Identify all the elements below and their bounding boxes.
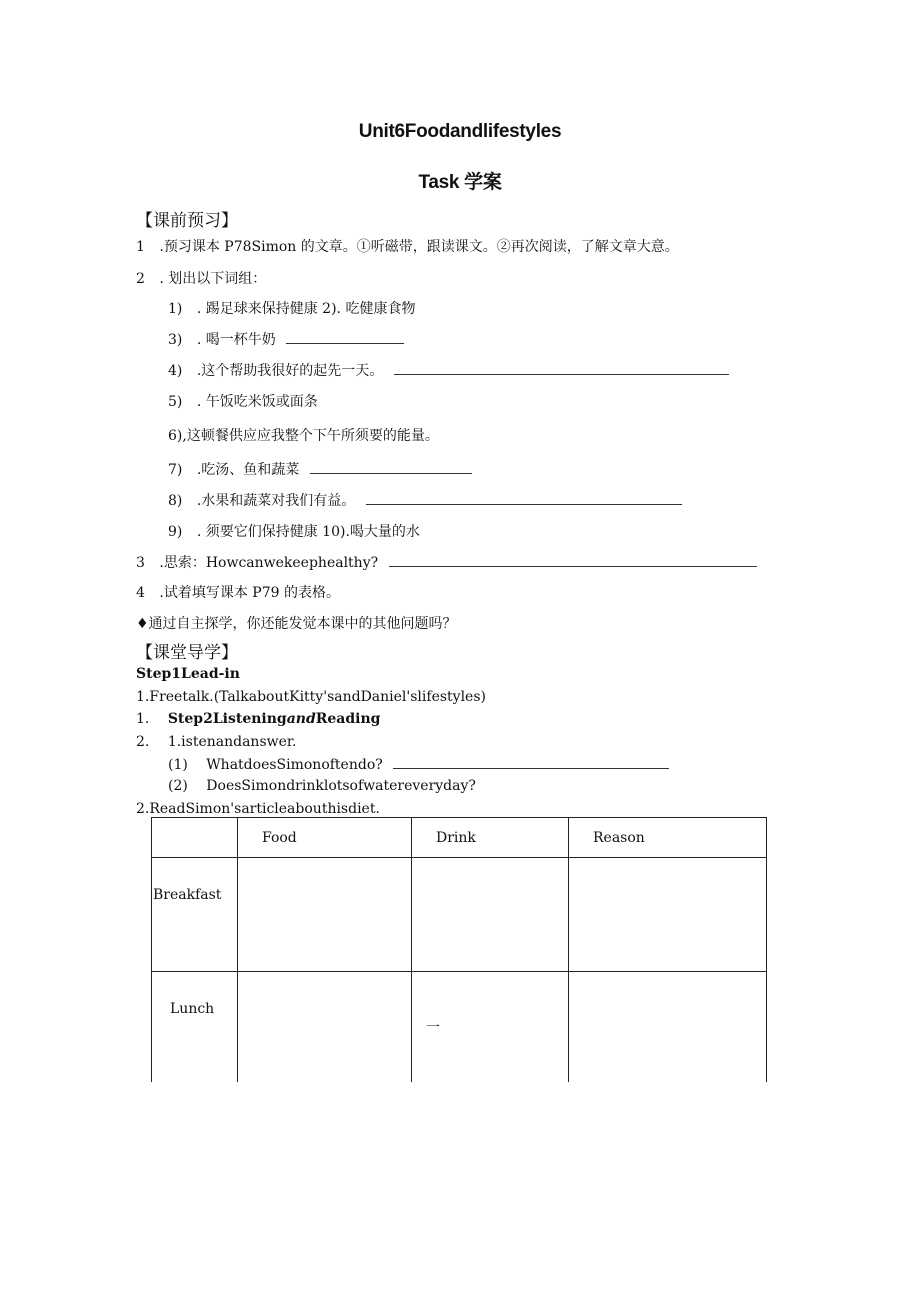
answer-blank[interactable] [310,461,472,474]
row-label-breakfast: Breakfast [152,858,238,972]
step2-label: Step2Listening [167,711,287,727]
list-item [136,582,340,602]
phrase-text: . 午饭吃米饭或面条 [196,394,318,410]
section-header-preview: 【课前预习】 [136,211,238,231]
phrase-item [168,425,439,445]
header-cell-reason: Reason [569,818,767,858]
freetalk-item: 1.Freetalk.(TalkaboutKitty'sandDaniel'slifestyles) [136,689,486,705]
listen-text: 1.istenandanswer. [167,734,297,750]
table-cell[interactable] [238,858,412,972]
phrase-number: 8) [168,493,183,509]
item-number: 3 [136,555,145,571]
answer-blank[interactable] [389,554,757,567]
item-number: 1 [136,239,145,255]
table-cell[interactable] [569,858,767,972]
question-item [168,778,476,794]
listen-item [136,734,297,750]
question-prompt: ♦通过自主探学，你还能发觉本课中的其他问题吗？ [136,616,457,632]
answer-blank[interactable] [394,362,729,375]
header-cell-drink: Drink [412,818,569,858]
table-row [152,972,767,1082]
table-cell[interactable] [238,972,412,1082]
item-number: 2 [136,271,145,287]
row-label-lunch: Lunch [152,972,238,1082]
read-item: 2.ReadSimon'sarticleabouthisdiet. [136,801,380,817]
phrase-number: 7) [168,462,183,478]
section-header-classroom: 【课堂导学】 [136,643,238,663]
phrase-item [168,521,420,541]
phrase-text: . 喝一杯牛奶 [196,332,276,348]
document-title: Unit6Foodandlifestyles [358,121,562,142]
item-text: .思索：Howcanwekeephealthy? [159,555,379,571]
document-subtitle: Task 学案 [418,172,502,193]
item-text: . 划出以下词组： [159,271,267,287]
list-item [136,552,757,572]
phrase-number: 4) [168,363,183,379]
answer-blank[interactable] [286,331,404,344]
header-cell-food: Food [238,818,412,858]
table-header-row [152,818,767,858]
phrase-text: 6),这顿餐供应应我整个下午所须要的能量。 [168,428,439,444]
phrase-text: . 须要它们保持健康 10).喝大量的水 [196,524,420,540]
phrase-text: . 踢足球来保持健康 2). 吃健康食物 [196,301,416,317]
phrase-item [168,298,415,318]
step1-heading: Step1Lead-in [136,666,240,682]
phrase-text: .这个帮助我很好的起先一天。 [196,363,384,379]
phrase-item [168,391,318,411]
list-item [136,268,266,288]
question-number: (1) [168,757,188,773]
item-text: .试着填写课本 P79 的表格。 [159,585,340,601]
step2-and: and [286,711,316,727]
phrase-item [168,329,404,349]
phrase-text: .水果和蔬菜对我们有益。 [196,493,356,509]
answer-blank[interactable] [393,756,669,769]
phrase-item [168,360,729,380]
phrase-text: .吃汤、鱼和蔬菜 [196,462,300,478]
step2-reading: Reading [315,711,381,727]
item-text: .预习课本 P78Simon 的文章。①听磁带，跟读课文。②再次阅读，了解文章大意。 [159,239,679,255]
step2-heading [136,711,380,727]
item-number: 4 [136,585,145,601]
table-cell[interactable]: 一 [412,972,569,1082]
table-cell[interactable] [412,858,569,972]
phrase-number: 3) [168,332,183,348]
table-row [152,858,767,972]
question-text: WhatdoesSimonoftendo? [206,757,383,773]
question-number: (2) [168,778,188,794]
list-item [136,236,679,256]
table-cell[interactable] [569,972,767,1082]
phrase-item [168,459,472,479]
phrase-item [168,490,682,510]
phrase-number: 9) [168,524,183,540]
header-cell-empty [152,818,238,858]
phrase-number: 1) [168,301,183,317]
phrase-number: 5) [168,394,183,410]
answer-blank[interactable] [366,492,682,505]
step2-number: 1. [136,711,150,727]
diet-table [151,817,767,1082]
listen-number: 2. [136,734,150,750]
question-item [168,756,669,773]
question-text: DoesSimondrinklotsofwatereveryday? [206,778,476,794]
